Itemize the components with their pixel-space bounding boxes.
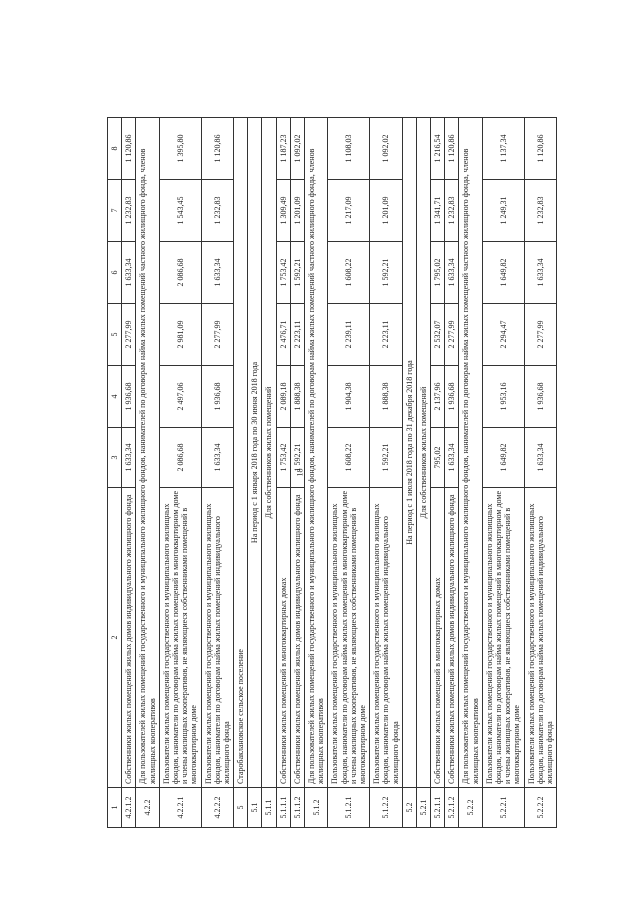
table-row bbox=[290, 118, 304, 828]
value-cell: 2 981,09 bbox=[159, 304, 201, 366]
table-body bbox=[122, 118, 557, 828]
row-code: 5.2.1 bbox=[416, 788, 430, 828]
table-row bbox=[262, 118, 276, 828]
row-code: 5.1 bbox=[248, 788, 262, 828]
value-cell: 1 201,09 bbox=[370, 180, 403, 242]
table-row bbox=[370, 118, 403, 828]
value-cell: 1 232,83 bbox=[445, 180, 459, 242]
table-row bbox=[305, 118, 328, 828]
table-row bbox=[328, 118, 370, 828]
value-cell: 1 633,34 bbox=[524, 428, 557, 488]
row-code: 5.1.2 bbox=[305, 788, 328, 828]
table-row bbox=[482, 118, 524, 828]
table-row bbox=[248, 118, 262, 828]
value-cell: 1 217,09 bbox=[328, 180, 370, 242]
value-cell: 795,02 bbox=[431, 428, 445, 488]
value-cell: 1 092,02 bbox=[290, 118, 304, 180]
period-heading: На период с 1 января 2018 года по 30 июня 2018 года bbox=[248, 118, 262, 788]
row-name: Пользователи жилых помещений государственного и муниципального жилищных фондов, наниматели по договорам найма жилых помещений в многоквартирном доме и члены жилищных кооперативов, не являющиеся собственниками помещений в многоквартирном доме bbox=[159, 488, 201, 788]
value-cell: 1 232,83 bbox=[524, 180, 557, 242]
value-cell: 1 341,71 bbox=[431, 180, 445, 242]
value-cell: 2 223,11 bbox=[290, 304, 304, 366]
table-row bbox=[122, 118, 136, 828]
table-row bbox=[431, 118, 445, 828]
value-cell: 1 232,83 bbox=[201, 180, 234, 242]
section-heading: Для собственников жилых помещений bbox=[262, 118, 276, 788]
value-cell: 2 137,96 bbox=[431, 366, 445, 428]
value-cell: 1 592,21 bbox=[370, 242, 403, 304]
row-code: 5.2.2 bbox=[459, 788, 482, 828]
value-cell: 1 592,21 bbox=[290, 428, 304, 488]
value-cell: 1 633,34 bbox=[445, 428, 459, 488]
value-cell: 1 120,86 bbox=[524, 118, 557, 180]
row-name: Собственники жилых помещений жилых домов индивидуального жилищного фонда bbox=[290, 488, 304, 788]
row-name: Пользователи жилых помещений государственного и муниципального жилищных фондов, наниматели по договорам найма жилых помещений индивидуального жилищного фонда bbox=[524, 488, 557, 788]
value-cell: 1 633,34 bbox=[524, 242, 557, 304]
value-cell: 1 309,49 bbox=[276, 180, 290, 242]
value-cell: 2 086,68 bbox=[159, 242, 201, 304]
value-cell: 1 633,34 bbox=[122, 242, 136, 304]
value-cell: 1 633,34 bbox=[201, 428, 234, 488]
row-code: 5.2.2.1 bbox=[482, 788, 524, 828]
period-heading: На период с 1 июля 2018 года по 31 декабря 2018 года bbox=[402, 118, 416, 788]
value-cell: 1 904,38 bbox=[328, 366, 370, 428]
value-cell: 1 592,21 bbox=[290, 242, 304, 304]
value-cell: 1 395,80 bbox=[159, 118, 201, 180]
value-cell: 1 137,34 bbox=[482, 118, 524, 180]
value-cell: 1 953,16 bbox=[482, 366, 524, 428]
settlement-title: Старобаклановское сельское поселение bbox=[234, 118, 248, 788]
row-name: Собственники жилых помещений жилых домов индивидуального жилищного фонда bbox=[445, 488, 459, 788]
value-cell: 1 936,68 bbox=[201, 366, 234, 428]
section-heading: Для собственников жилых помещений bbox=[416, 118, 430, 788]
value-cell: 1 608,22 bbox=[328, 242, 370, 304]
section-heading: Для пользователей жилых помещений государственного и муниципального жилищного фондов, нанимателей по договорам найма жилых помещений частного жилищного фонда, членов жилищных кооперативов bbox=[305, 118, 328, 788]
value-cell: 2 277,99 bbox=[524, 304, 557, 366]
value-cell: 2 532,07 bbox=[431, 304, 445, 366]
row-name: Собственники жилых помещений жилых домов индивидуального жилищного фонда bbox=[122, 488, 136, 788]
col-header: 2 bbox=[108, 488, 122, 788]
row-name: Пользователи жилых помещений государственного и муниципального жилищных фондов, наниматели по договорам найма жилых помещений в многоквартирном доме и члены жилищных кооперативов, не являющиеся собственниками помещений в многоквартирном доме bbox=[482, 488, 524, 788]
row-code: 5.2.2.2 bbox=[524, 788, 557, 828]
value-cell: 1 201,09 bbox=[290, 180, 304, 242]
value-cell: 1 888,38 bbox=[370, 366, 403, 428]
value-cell: 1 592,21 bbox=[370, 428, 403, 488]
value-cell: 2 277,99 bbox=[122, 304, 136, 366]
value-cell: 2 223,11 bbox=[370, 304, 403, 366]
row-code: 5 bbox=[234, 788, 248, 828]
page-number: 18 bbox=[295, 468, 305, 477]
table-row bbox=[136, 118, 159, 828]
row-code: 4.2.2.2 bbox=[201, 788, 234, 828]
table-row bbox=[445, 118, 459, 828]
section-heading: Для пользователей жилых помещений государственного и муниципального жилищного фондов, нанимателей по договорам найма жилых помещений частного жилищного фонда, членов жилищных кооперативов bbox=[136, 118, 159, 788]
value-cell: 2 277,99 bbox=[201, 304, 234, 366]
row-code: 4.2.2.1 bbox=[159, 788, 201, 828]
value-cell: 2 497,06 bbox=[159, 366, 201, 428]
value-cell: 1 633,34 bbox=[445, 242, 459, 304]
value-cell: 1 249,31 bbox=[482, 180, 524, 242]
value-cell: 1 936,68 bbox=[445, 366, 459, 428]
row-name: Пользователи жилых помещений государственного и муниципального жилищных фондов, наниматели по договорам найма жилых помещений индивидуального жилищного фонда bbox=[201, 488, 234, 788]
value-cell: 1 936,68 bbox=[524, 366, 557, 428]
row-name: Собственники жилых помещений в многоквартирных домах bbox=[276, 488, 290, 788]
value-cell: 1 232,83 bbox=[122, 180, 136, 242]
value-cell: 1 092,02 bbox=[370, 118, 403, 180]
value-cell: 1 187,23 bbox=[276, 118, 290, 180]
col-header: 3 bbox=[108, 428, 122, 488]
value-cell: 1 633,34 bbox=[201, 242, 234, 304]
table-row bbox=[201, 118, 234, 828]
value-cell: 1 795,02 bbox=[431, 242, 445, 304]
value-cell: 1 649,82 bbox=[482, 242, 524, 304]
col-header: 5 bbox=[108, 304, 122, 366]
value-cell: 2 476,71 bbox=[276, 304, 290, 366]
value-cell: 1 753,42 bbox=[276, 428, 290, 488]
value-cell: 2 277,99 bbox=[445, 304, 459, 366]
table-row bbox=[402, 118, 416, 828]
row-code: 5.2.1.1 bbox=[431, 788, 445, 828]
col-header: 4 bbox=[108, 366, 122, 428]
value-cell: 2 089,18 bbox=[276, 366, 290, 428]
value-cell: 1 216,54 bbox=[431, 118, 445, 180]
col-header: 8 bbox=[108, 118, 122, 180]
row-code: 4.2.1.2 bbox=[122, 788, 136, 828]
row-code: 4.2.2 bbox=[136, 788, 159, 828]
row-code: 5.1.2.2 bbox=[370, 788, 403, 828]
row-code: 5.2.1.2 bbox=[445, 788, 459, 828]
value-cell: 2 086,68 bbox=[159, 428, 201, 488]
value-cell: 1 888,38 bbox=[290, 366, 304, 428]
row-name: Собственники жилых помещений в многоквартирных домах bbox=[431, 488, 445, 788]
row-code: 5.1.1 bbox=[262, 788, 276, 828]
col-header: 7 bbox=[108, 180, 122, 242]
value-cell: 1 633,34 bbox=[122, 428, 136, 488]
col-header: 1 bbox=[108, 788, 122, 828]
row-code: 5.1.1.1 bbox=[276, 788, 290, 828]
value-cell: 1 649,82 bbox=[482, 428, 524, 488]
value-cell: 1 120,86 bbox=[445, 118, 459, 180]
column-number-row bbox=[108, 118, 122, 828]
table-row bbox=[459, 118, 482, 828]
value-cell: 2 239,11 bbox=[328, 304, 370, 366]
col-header: 6 bbox=[108, 242, 122, 304]
value-cell: 2 294,47 bbox=[482, 304, 524, 366]
table-row bbox=[276, 118, 290, 828]
rotated-table-sheet bbox=[107, 118, 554, 828]
table-row bbox=[524, 118, 557, 828]
row-code: 5.2 bbox=[402, 788, 416, 828]
table-row bbox=[159, 118, 201, 828]
row-code: 5.1.2.1 bbox=[328, 788, 370, 828]
row-name: Пользователи жилых помещений государственного и муниципального жилищных фондов, наниматели по договорам найма жилых помещений индивидуального жилищного фонда bbox=[370, 488, 403, 788]
value-cell: 1 120,86 bbox=[122, 118, 136, 180]
value-cell: 1 120,86 bbox=[201, 118, 234, 180]
tariff-table bbox=[107, 117, 557, 828]
row-name: Пользователи жилых помещений государственного и муниципального жилищных фондов, наниматели по договорам найма жилых помещений в многоквартирном доме и члены жилищных кооперативов, не являющиеся собственниками помещений в многоквартирном доме bbox=[328, 488, 370, 788]
value-cell: 1 753,42 bbox=[276, 242, 290, 304]
value-cell: 1 608,22 bbox=[328, 428, 370, 488]
value-cell: 1 936,68 bbox=[122, 366, 136, 428]
row-code: 5.1.1.2 bbox=[290, 788, 304, 828]
value-cell: 1 108,03 bbox=[328, 118, 370, 180]
value-cell: 1 543,45 bbox=[159, 180, 201, 242]
table-row bbox=[234, 118, 248, 828]
section-heading: Для пользователей жилых помещений государственного и муниципального жилищного фондов, нанимателей по договорам найма жилых помещений частного жилищного фонда, членов жилищных кооперативов bbox=[459, 118, 482, 788]
table-row bbox=[416, 118, 430, 828]
